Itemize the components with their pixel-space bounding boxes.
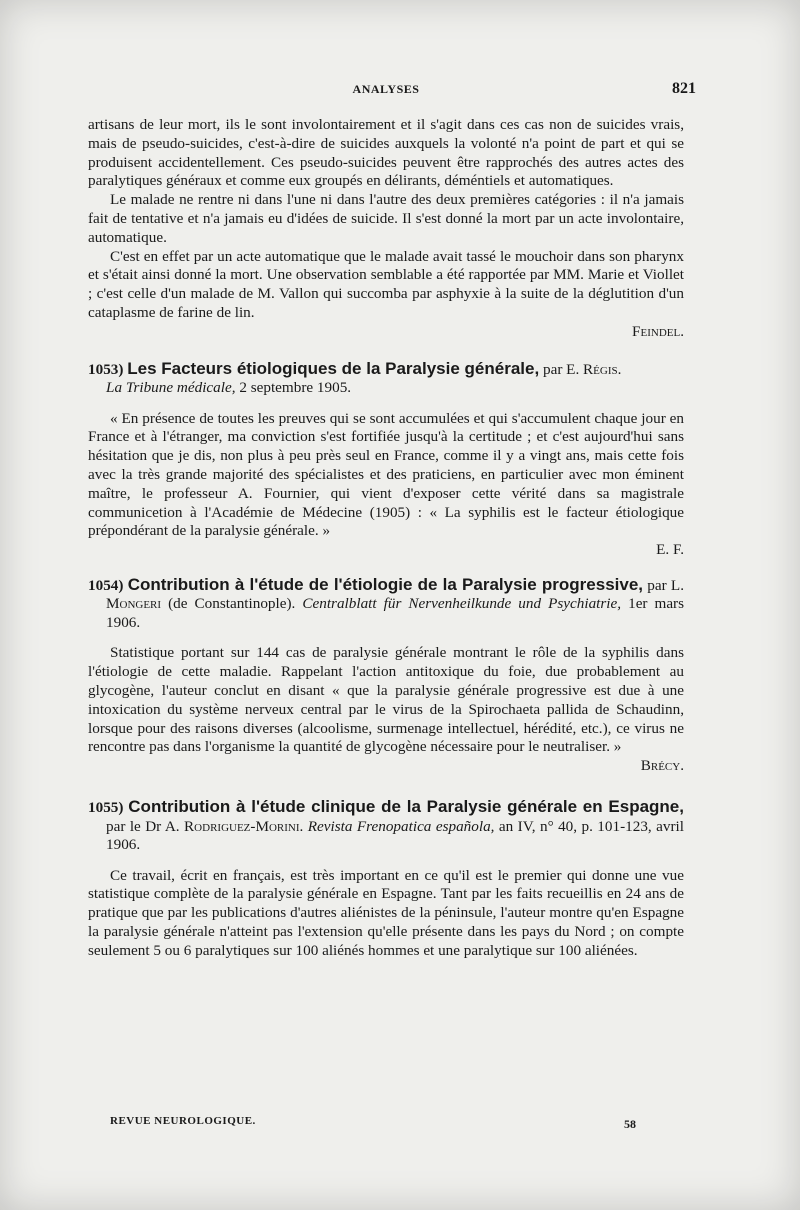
author-prefix: par le Dr A. [106,817,180,835]
page-header [90,80,696,102]
intro-paragraph-3: C'est en effet par un acte automatique que le malade avait tassé le mouchoir dans son pharynx et s'était ainsi donné la mort. Une observation semblable a été rapportée par MM. Marie et Viollet ; c'est celle d'un malade de M. Vallon qui succomba par asphyxie à la suite de la déglutition d'un cataplasme de farine de lin. [88,247,684,321]
page-content [88,116,684,961]
intro-paragraph-1: artisans de leur mort, ils le sont involontairement et il s'agit dans ces cas non de suicides vrais, mais de pseudo-suicides, c'est-à-dire de suicides auxquels la volonté n'a point de part et qui se produisent accidentellement. Ces pseudo-suicides peuvent être rapprochés des autres actes des paralytiques généraux et comme eux groupés en délirants, déméntiels et automatiques. [88,116,684,190]
article-date: 2 septembre 1905. [239,379,352,397]
page-footer [110,1115,636,1135]
article-date: 1er mars 1906. [106,595,685,631]
article-author: Régis. [583,360,622,378]
article-source: Centralblatt für Nervenheilkunde und Psychiatrie, [302,595,622,613]
article-1054 [88,576,684,776]
article-body: « En présence de toutes les preuves qui se sont accumulées et qui s'accumulent chaque jour en France et à l'étranger, ma conviction s'est fortifiée jusqu'à la certitude ; et c'est aujourd'hui sans hésitation que je dis, non plus à peu près seul en France, comme il y a vingt ans, mais cette fois avec la très grande majorité des spécialistes et des praticiens, en particulier avec mon éminent maître, le professeur A. Fournier, qui vient d'exposer cette vérité dans sa magistrale communicetion à l'Académie de Médecine (1905) : « La syphilis est le facteur étiologique prépondérant de la paralysie générale. » [88,409,684,540]
author-prefix: par L. [647,576,685,594]
running-title: ANALYSES [352,82,420,96]
article-title: Contribution à l'étude de l'étiologie de la Paralysie progressive, [127,574,644,594]
article-author: Mongeri [106,595,162,613]
author-suffix: (de Constantinople). [168,595,296,613]
article-title: Contribution à l'étude clinique de la Paralysie générale en Espagne, [128,797,684,817]
article-heading [88,798,684,855]
journal-name: REVUE NEUROLOGIQUE. [110,1115,256,1127]
article-heading [88,360,684,398]
article-number: 1053) [88,360,124,378]
sheet-number: 58 [624,1117,636,1131]
intro-signature: Feindel. [632,322,684,340]
article-number: 1054) [88,576,124,594]
article-source: Revista Frenopatica española, [307,817,495,835]
article-date: an IV, n° 40, p. 101-123, avril 1906. [106,817,684,854]
article-title: Les Facteurs étiologiques de la Paralysie générale, [127,358,540,378]
article-source: La Tribune médicale, [106,379,236,397]
article-number: 1055) [88,799,124,817]
page-number: 821 [672,80,696,97]
article-1055 [88,798,684,960]
article-body: Ce travail, écrit en français, est très important en ce qu'il est le premier qui donne une vue statistique complète de la paralysie générale en Espagne. Tant par les faits recueillis en 24 ans de pratique que par les publications d'autres aliénistes de la péninsule, l'auteur montre qu'en Espagne la paralysie générale n'atteint pas l'extension qu'elle présente dans les pays du Nord ; on compte seulement 5 ou 6 paralytiques sur 100 aliénés hommes et une paralytique sur 100 aliénées. [88,866,684,959]
article-signature: Brécy. [640,757,684,775]
article-heading [88,576,684,633]
intro-paragraph-2: Le malade ne rentre ni dans l'une ni dans l'autre des deux premières catégories : il n'a jamais fait de tentative et n'a jamais eu d'idées de suicide. Il s'est donné la mort par un acte involontaire, automatique. [88,191,684,246]
article-1053 [88,360,684,560]
article-author: Rodriguez-Morini. [184,817,304,835]
author-prefix: par E. [542,360,580,378]
article-signature: E. F. [656,541,684,559]
article-body: Statistique portant sur 144 cas de paralysie générale montrant le rôle de la syphilis dans l'étiologie de cette maladie. Rappelant l'action antitoxique du foie, due probablement au glycogène, l'auteur conclut en disant « que la paralysie générale progressive est due à une intoxication du système nerveux central par le virus de la Spirochaeta pallida de Schaudinn, lorsque pour des raisons diverses (alcoolisme, surmenage intellectuel, hérédité, etc.), ce virus ne rencontre pas dans l'organisme la quantité de glycogène nécessaire pour le neutraliser. » [88,644,684,756]
